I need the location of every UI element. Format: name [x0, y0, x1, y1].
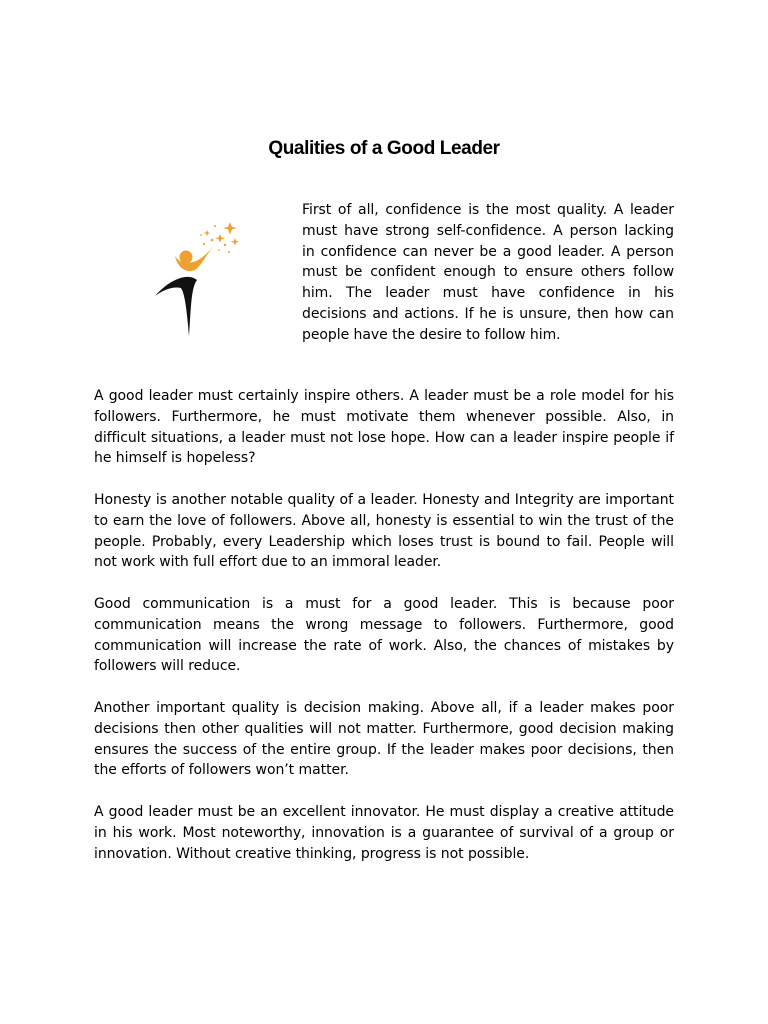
paragraph-inspiration: A good leader must certainly inspire others. A leader must be a role model for his followers. Furthermore, he must motivate them whenever possible. Also, in difficult situations, a leader must not lose hope. How can a leader inspire people if he himself is hopeless?	[94, 388, 674, 467]
paragraph-communication: Good communication is a must for a good leader. This is because poor communication means the wrong message to followers. Furthermore, good communication will increase the rate of work. Also, the chances of mistakes by followers will reduce.	[94, 596, 674, 675]
paragraph-decision-making: Another important quality is decision making. Above all, if a leader makes poor decisions then other qualities will not matter. Furthermore, good decision making ensures the success of the entire group. If the leader makes poor decisions, then the efforts of followers won’t matter.	[94, 700, 674, 779]
page-title: Qualities of a Good Leader	[268, 138, 500, 159]
paragraph-confidence: First of all, confidence is the most quality. A leader must have strong self-confidence. A person lacking in confidence can never be a good leader. A person must be confident enough to ensure others follow him. The leader must have confidence in his decisions and actions. If he is unsure, then how can people have the desire to follow him.	[302, 202, 674, 343]
paragraph-honesty: Honesty is another notable quality of a leader. Honesty and Integrity are important to earn the love of followers. Above all, honesty is essential to win the trust of the people. Probably, every Leadership which loses trust is bound to fail. People will not work with full effort due to an immoral leader.	[94, 492, 674, 571]
paragraph-innovation: A good leader must be an excellent innovator. He must display a creative attitude in his work. Most noteworthy, innovation is a guarantee of survival of a group or innovation. Without creative thinking, progress is not possible.	[94, 804, 674, 862]
leader-figure-with-stars-icon	[103, 208, 283, 348]
